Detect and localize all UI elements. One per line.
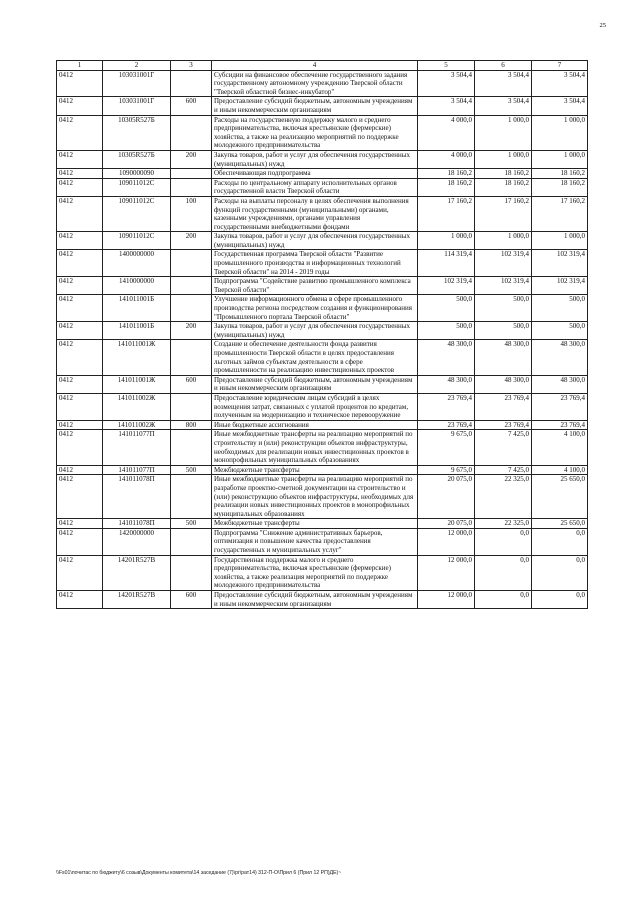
article-code-cell: 141011001Б [103,295,171,322]
item-name-cell: Межбюджетные трансферты [212,519,418,529]
header-cell: 3 [171,61,212,71]
header-cell: 4 [212,61,418,71]
table-row [57,277,588,295]
table-row [57,250,588,277]
amount-year1-cell: 3 504,4 [418,70,475,97]
article-code-cell: 10305R527Б [103,115,171,150]
amount-year3-cell: 25 650,0 [532,519,588,529]
article-code-cell: 141011001Б [103,322,171,340]
table-row [57,591,588,609]
amount-year1-cell: 48 300,0 [418,375,475,393]
amount-year3-cell: 500,0 [532,322,588,340]
section-code-cell: 0412 [57,393,103,420]
item-name-cell: Обеспечивающая подпрограмма [212,169,418,179]
item-name-cell: Закупка товаров, работ и услуг для обеспечения государственных (муниципальных) нужд [212,322,418,340]
expense-type-cell [171,115,212,150]
amount-year3-cell: 4 100,0 [532,465,588,475]
amount-year2-cell: 17 160,2 [475,196,532,231]
header-cell: 5 [418,61,475,71]
amount-year1-cell: 48 300,0 [418,340,475,375]
expense-type-cell: 600 [171,97,212,115]
item-name-cell: Иные межбюджетные трансферты на реализацию мероприятий по строительству и (или) реконструкции объектов инфраструктуры, необходимых для реализации новых инвестиционных проектов в монопрофильных муниципальных образованиях [212,430,418,465]
amount-year2-cell: 22 325,0 [475,519,532,529]
amount-year1-cell: 9 675,0 [418,430,475,465]
table-row [57,375,588,393]
amount-year1-cell: 4 000,0 [418,150,475,168]
item-name-cell: Иные бюджетные ассигнования [212,420,418,430]
table-row [57,97,588,115]
table-body [57,70,588,609]
expense-type-cell [171,528,212,555]
table-row [57,393,588,420]
amount-year2-cell: 0,0 [475,555,532,590]
budget-table [56,60,588,609]
article-code-cell: 141011078П [103,519,171,529]
amount-year3-cell: 1 000,0 [532,232,588,250]
expense-type-cell [171,250,212,277]
article-code-cell: 109011012С [103,232,171,250]
table-header [57,61,588,71]
section-code-cell: 0412 [57,475,103,519]
article-code-cell: 141011077П [103,430,171,465]
article-code-cell: 1420000000 [103,528,171,555]
item-name-cell: Подпрограмма "Содействие развитию промышленного комплекса Тверской области" [212,277,418,295]
amount-year3-cell: 102 319,4 [532,277,588,295]
expense-type-cell: 500 [171,465,212,475]
amount-year1-cell: 102 319,4 [418,277,475,295]
section-code-cell: 0412 [57,97,103,115]
article-code-cell: 109011012С [103,196,171,231]
article-code-cell: 141011077П [103,465,171,475]
amount-year2-cell: 1 000,0 [475,232,532,250]
expense-type-cell [171,178,212,196]
amount-year3-cell: 17 160,2 [532,196,588,231]
article-code-cell: 141011001Ж [103,340,171,375]
header-cell: 6 [475,61,532,71]
item-name-cell: Государственная программа Тверской области "Развитие промышленного производства и информационных технологий Тверской области" на 2014 - 2019 годы [212,250,418,277]
section-code-cell: 0412 [57,150,103,168]
amount-year1-cell: 17 160,2 [418,196,475,231]
footer-file-path: \\Fs01\почитас по бюджету\6 созыв\Документы комитета\14 заседание (7)\pr\рат14) 312-П-О\Прил 6 (Прил 12 РП)ДЕ)~ [56,870,342,876]
table-row [57,430,588,465]
section-code-cell: 0412 [57,277,103,295]
amount-year3-cell: 25 650,0 [532,475,588,519]
section-code-cell: 0412 [57,420,103,430]
amount-year1-cell: 12 000,0 [418,528,475,555]
amount-year2-cell: 3 504,4 [475,97,532,115]
table-row [57,295,588,322]
expense-type-cell: 200 [171,232,212,250]
expense-type-cell [171,430,212,465]
amount-year2-cell: 7 425,0 [475,465,532,475]
section-code-cell: 0412 [57,178,103,196]
expense-type-cell: 100 [171,196,212,231]
section-code-cell: 0412 [57,528,103,555]
item-name-cell: Предоставление субсидий бюджетным, автономным учреждениям и иным некоммерческим организациям [212,97,418,115]
item-name-cell: Улучшение информационного обмена в сфере промышленного производства региона посредством создания и функционирования "Промышленного портала Тверской области" [212,295,418,322]
amount-year3-cell: 48 300,0 [532,375,588,393]
expense-type-cell [171,70,212,97]
amount-year3-cell: 23 769,4 [532,393,588,420]
table-row [57,340,588,375]
item-name-cell: Предоставление субсидий бюджетным, автономным учреждениям и иным некоммерческим организациям [212,591,418,609]
table-row [57,475,588,519]
expense-type-cell: 600 [171,375,212,393]
amount-year1-cell: 3 504,4 [418,97,475,115]
amount-year3-cell: 0,0 [532,591,588,609]
item-name-cell: Расходы по центральному аппарату исполнительных органов государственной власти Тверской области [212,178,418,196]
amount-year3-cell: 23 769,4 [532,420,588,430]
amount-year2-cell: 23 769,4 [475,420,532,430]
amount-year3-cell: 48 300,0 [532,340,588,375]
amount-year2-cell: 3 504,4 [475,70,532,97]
amount-year2-cell: 22 325,0 [475,475,532,519]
item-name-cell: Государственная поддержка малого и среднего предпринимательства, включая крестьянские (фермерские) хозяйства, а также реализация мероприятий по поддержке молодежного предпринимательства [212,555,418,590]
amount-year2-cell: 1 000,0 [475,150,532,168]
section-code-cell: 0412 [57,169,103,179]
section-code-cell: 0412 [57,591,103,609]
amount-year2-cell: 18 160,2 [475,169,532,179]
table-row [57,420,588,430]
section-code-cell: 0412 [57,375,103,393]
section-code-cell: 0412 [57,340,103,375]
article-code-cell: 109011012С [103,178,171,196]
article-code-cell: 1400000000 [103,250,171,277]
item-name-cell: Предоставление юридическим лицам субсидий в целях возмещения затрат, связанных с уплатой процентов по кредитам, полученным на модернизацию и техническое перевооружение [212,393,418,420]
article-code-cell: 10305R527Б [103,150,171,168]
article-code-cell: 141011002Ж [103,420,171,430]
table-row [57,519,588,529]
amount-year2-cell: 102 319,4 [475,250,532,277]
amount-year2-cell: 7 425,0 [475,430,532,465]
amount-year1-cell: 12 000,0 [418,591,475,609]
article-code-cell: 14201R527В [103,591,171,609]
amount-year1-cell: 18 160,2 [418,178,475,196]
section-code-cell: 0412 [57,555,103,590]
article-code-cell: 103031001Г [103,70,171,97]
amount-year3-cell: 18 160,2 [532,178,588,196]
section-code-cell: 0412 [57,115,103,150]
table-row [57,322,588,340]
expense-type-cell [171,555,212,590]
amount-year2-cell: 23 769,4 [475,393,532,420]
table-row [57,196,588,231]
table-row [57,232,588,250]
amount-year3-cell: 3 504,4 [532,70,588,97]
section-code-cell: 0412 [57,465,103,475]
expense-type-cell: 800 [171,420,212,430]
section-code-cell: 0412 [57,196,103,231]
item-name-cell: Межбюджетные трансферты [212,465,418,475]
amount-year3-cell: 0,0 [532,555,588,590]
amount-year2-cell: 48 300,0 [475,375,532,393]
article-code-cell: 1410000000 [103,277,171,295]
amount-year1-cell: 9 675,0 [418,465,475,475]
amount-year2-cell: 48 300,0 [475,340,532,375]
section-code-cell: 0412 [57,519,103,529]
item-name-cell: Подпрограмма "Снижение административных барьеров, оптимизация и повышение качества предоставления государственных и муниципальных услуг" [212,528,418,555]
table-row [57,169,588,179]
amount-year1-cell: 20 075,0 [418,519,475,529]
expense-type-cell: 600 [171,591,212,609]
table-row [57,465,588,475]
expense-type-cell: 200 [171,322,212,340]
amount-year3-cell: 102 319,4 [532,250,588,277]
amount-year1-cell: 500,0 [418,322,475,340]
amount-year1-cell: 500,0 [418,295,475,322]
header-cell: 7 [532,61,588,71]
amount-year1-cell: 23 769,4 [418,420,475,430]
table-row [57,555,588,590]
amount-year2-cell: 0,0 [475,528,532,555]
header-cell: 2 [103,61,171,71]
amount-year3-cell: 1 000,0 [532,115,588,150]
section-code-cell: 0412 [57,295,103,322]
table-row [57,178,588,196]
section-code-cell: 0412 [57,430,103,465]
amount-year1-cell: 12 000,0 [418,555,475,590]
item-name-cell: Субсидии на финансовое обеспечение государственного задания государственному автономному учреждению Тверской области "Тверской областной бизнес-инкубатор" [212,70,418,97]
expense-type-cell [171,475,212,519]
article-code-cell: 141011002Ж [103,393,171,420]
expense-type-cell: 200 [171,150,212,168]
expense-type-cell: 500 [171,519,212,529]
amount-year2-cell: 1 000,0 [475,115,532,150]
table-row [57,70,588,97]
article-code-cell: 14201R527В [103,555,171,590]
amount-year1-cell: 4 000,0 [418,115,475,150]
article-code-cell: 141011001Ж [103,375,171,393]
item-name-cell: Закупка товаров, работ и услуг для обеспечения государственных (муниципальных) нужд [212,150,418,168]
header-cell: 1 [57,61,103,71]
amount-year1-cell: 1 000,0 [418,232,475,250]
expense-type-cell [171,169,212,179]
item-name-cell: Расходы на государственную поддержку малого и среднего предпринимательства, включая крестьянские (фермерские) хозяйства, а также на реализацию мероприятий по поддержке молодежного предпринимательства [212,115,418,150]
table-row [57,115,588,150]
section-code-cell: 0412 [57,70,103,97]
amount-year3-cell: 4 100,0 [532,430,588,465]
amount-year2-cell: 18 160,2 [475,178,532,196]
article-code-cell: 141011078П [103,475,171,519]
expense-type-cell [171,340,212,375]
amount-year1-cell: 18 160,2 [418,169,475,179]
item-name-cell: Расходы на выплаты персоналу в целях обеспечения выполнения функций государственными (муниципальными) органами, казенными учреждениями, органами управления государственными внебюджетными фондами [212,196,418,231]
amount-year3-cell: 1 000,0 [532,150,588,168]
item-name-cell: Закупка товаров, работ и услуг для обеспечения государственных (муниципальных) нужд [212,232,418,250]
amount-year1-cell: 114 319,4 [418,250,475,277]
amount-year3-cell: 0,0 [532,528,588,555]
expense-type-cell [171,277,212,295]
item-name-cell: Создание и обеспечение деятельности фонда развития промышленности Тверской области в целях предоставления льготных займов субъектам деятельности в сфере промышленности на реализацию инвестиционных проектов [212,340,418,375]
item-name-cell: Предоставление субсидий бюджетным, автономным учреждениям и иным некоммерческим организациям [212,375,418,393]
amount-year2-cell: 102 319,4 [475,277,532,295]
amount-year2-cell: 0,0 [475,591,532,609]
section-code-cell: 0412 [57,232,103,250]
amount-year3-cell: 500,0 [532,295,588,322]
amount-year1-cell: 23 769,4 [418,393,475,420]
amount-year2-cell: 500,0 [475,322,532,340]
article-code-cell: 103031001Г [103,97,171,115]
page-number: 25 [599,22,606,29]
section-code-cell: 0412 [57,250,103,277]
table-row [57,150,588,168]
amount-year1-cell: 20 075,0 [418,475,475,519]
item-name-cell: Иные межбюджетные трансферты на реализацию мероприятий по разработке проектно-сметной документации на строительство и (или) реконструкцию объектов инфраструктуры, необходимых для реализации новых инвестиционных проектов в монопрофильных муниципальных образованиях [212,475,418,519]
amount-year3-cell: 18 160,2 [532,169,588,179]
section-code-cell: 0412 [57,322,103,340]
table-row [57,528,588,555]
expense-type-cell [171,295,212,322]
article-code-cell: 1090000090 [103,169,171,179]
expense-type-cell [171,393,212,420]
amount-year2-cell: 500,0 [475,295,532,322]
amount-year3-cell: 3 504,4 [532,97,588,115]
